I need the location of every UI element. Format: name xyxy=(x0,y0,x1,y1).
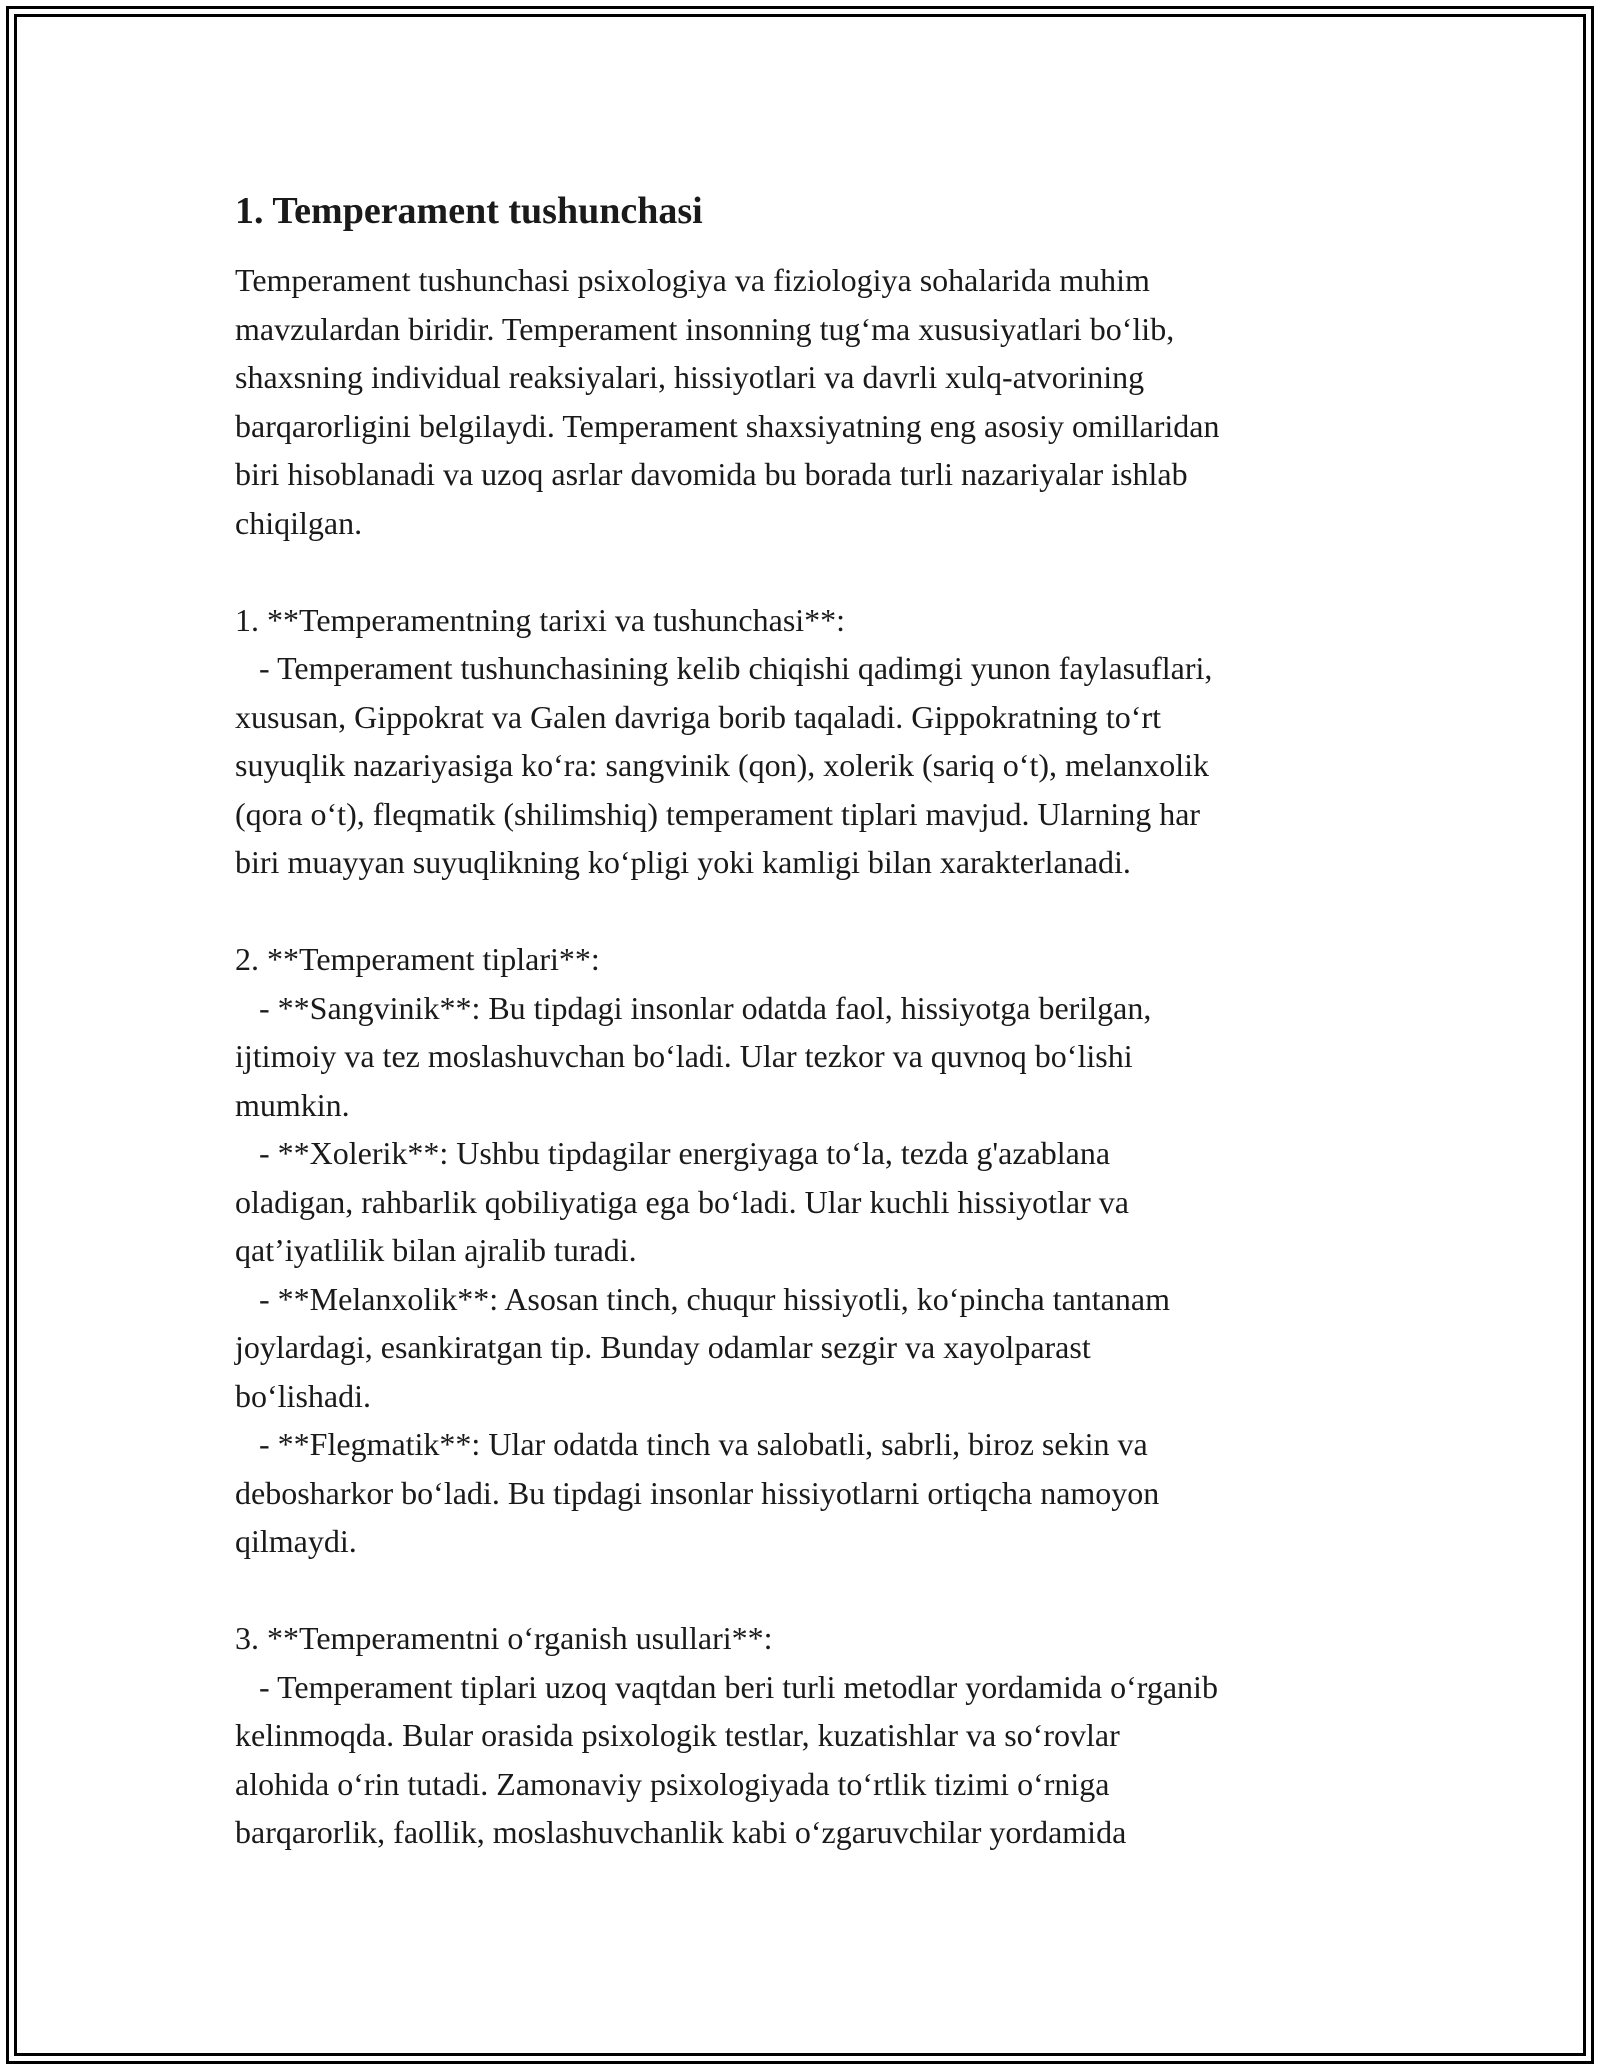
section-heading: 1. Temperament tushunchasi xyxy=(235,190,703,232)
text-line: biri muayyan suyuqlikning ko‘pligi yoki kamligi bilan xarakterlanadi. xyxy=(235,844,1131,880)
text-line: (qora o‘t), fleqmatik (shilimshiq) temperament tiplari mavjud. Ularning har xyxy=(235,795,1201,832)
text-line: - **Melanxolik**: Asosan tinch, chuqur hissiyotli, ko‘pincha tantanam xyxy=(235,1280,1170,1317)
text-line: barqarorligini belgilaydi. Temperament shaxsiyatning eng asosiy omillaridan xyxy=(235,407,1220,444)
text-line: - Temperament tushunchasining kelib chiqishi qadimgi yunon faylasuflari, xyxy=(235,650,1213,686)
text-line: bo‘lishadi. xyxy=(235,1377,371,1414)
blank-line xyxy=(235,887,1395,936)
text-line: ijtimoiy va tez moslashuvchan bo‘ladi. Ular tezkor va quvnoq bo‘lishi xyxy=(235,1038,1133,1074)
text-line: - **Sangvinik**: Bu tipdagi insonlar odatda faol, hissiyotga berilgan, xyxy=(235,989,1152,1026)
text-line: - Temperament tiplari uzoq vaqtdan beri turli metodlar yordamida o‘rganib xyxy=(235,1668,1218,1705)
text-line: barqarorlik, faollik, moslashuvchanlik kabi o‘zgaruvchilar yordamida xyxy=(235,1814,1127,1850)
text-line: 2. **Temperament tiplari**: xyxy=(235,941,600,977)
text-line: Temperament tushunchasi psixologiya va fiziologiya sohalarida muhim xyxy=(235,262,1150,298)
text-line: 3. **Temperamentni o‘rganish usullari**: xyxy=(235,1620,773,1656)
text-line: debosharkor bo‘ladi. Bu tipdagi insonlar hissiyotlarni ortiqcha namoyon xyxy=(235,1474,1160,1511)
text-line: suyuqlik nazariyasiga ko‘ra: sangvinik (qon), xolerik (sariq o‘t), melanxolik xyxy=(235,747,1209,783)
text-line: qat’iyatlilik bilan ajralib turadi. xyxy=(235,1232,637,1268)
text-line: biri hisoblanadi va uzoq asrlar davomida bu borada turli nazariyalar ishlab xyxy=(235,456,1188,492)
text-line: oladigan, rahbarlik qobiliyatiga ega bo‘ladi. Ular kuchli hissiyotlar va xyxy=(235,1183,1129,1220)
blank-line xyxy=(235,547,1395,596)
text-line: - **Xolerik**: Ushbu tipdagilar energiyaga to‘la, tezda g'azablana xyxy=(235,1135,1111,1171)
text-line: alohida o‘rin tutadi. Zamonaviy psixologiyada to‘rtlik tizimi o‘rniga xyxy=(235,1765,1110,1802)
text-line: mavzulardan biridir. Temperament insonning tug‘ma xususiyatlari bo‘lib, xyxy=(235,310,1175,347)
text-line: chiqilgan. xyxy=(235,504,363,541)
blank-line xyxy=(235,1566,1395,1615)
text-line: qilmaydi. xyxy=(235,1523,357,1559)
document-text xyxy=(235,256,1395,1857)
document-body xyxy=(235,186,1395,1857)
text-line: shaxsning individual reaksiyalari, hissiyotlari va davrli xulq-atvorining xyxy=(235,359,1145,395)
text-line: kelinmoqda. Bular orasida psixologik testlar, kuzatishlar va so‘rovlar xyxy=(235,1717,1120,1753)
text-line: 1. **Temperamentning tarixi va tushunchasi**: xyxy=(235,601,846,638)
text-line: mumkin. xyxy=(235,1086,350,1123)
text-line: joylardagi, esankiratgan tip. Bunday odamlar sezgir va xayolparast xyxy=(235,1329,1091,1365)
text-line: xususan, Gippokrat va Galen davriga borib taqaladi. Gippokratning to‘rt xyxy=(235,698,1161,735)
text-line: - **Flegmatik**: Ular odatda tinch va salobatli, sabrli, biroz sekin va xyxy=(235,1426,1148,1462)
